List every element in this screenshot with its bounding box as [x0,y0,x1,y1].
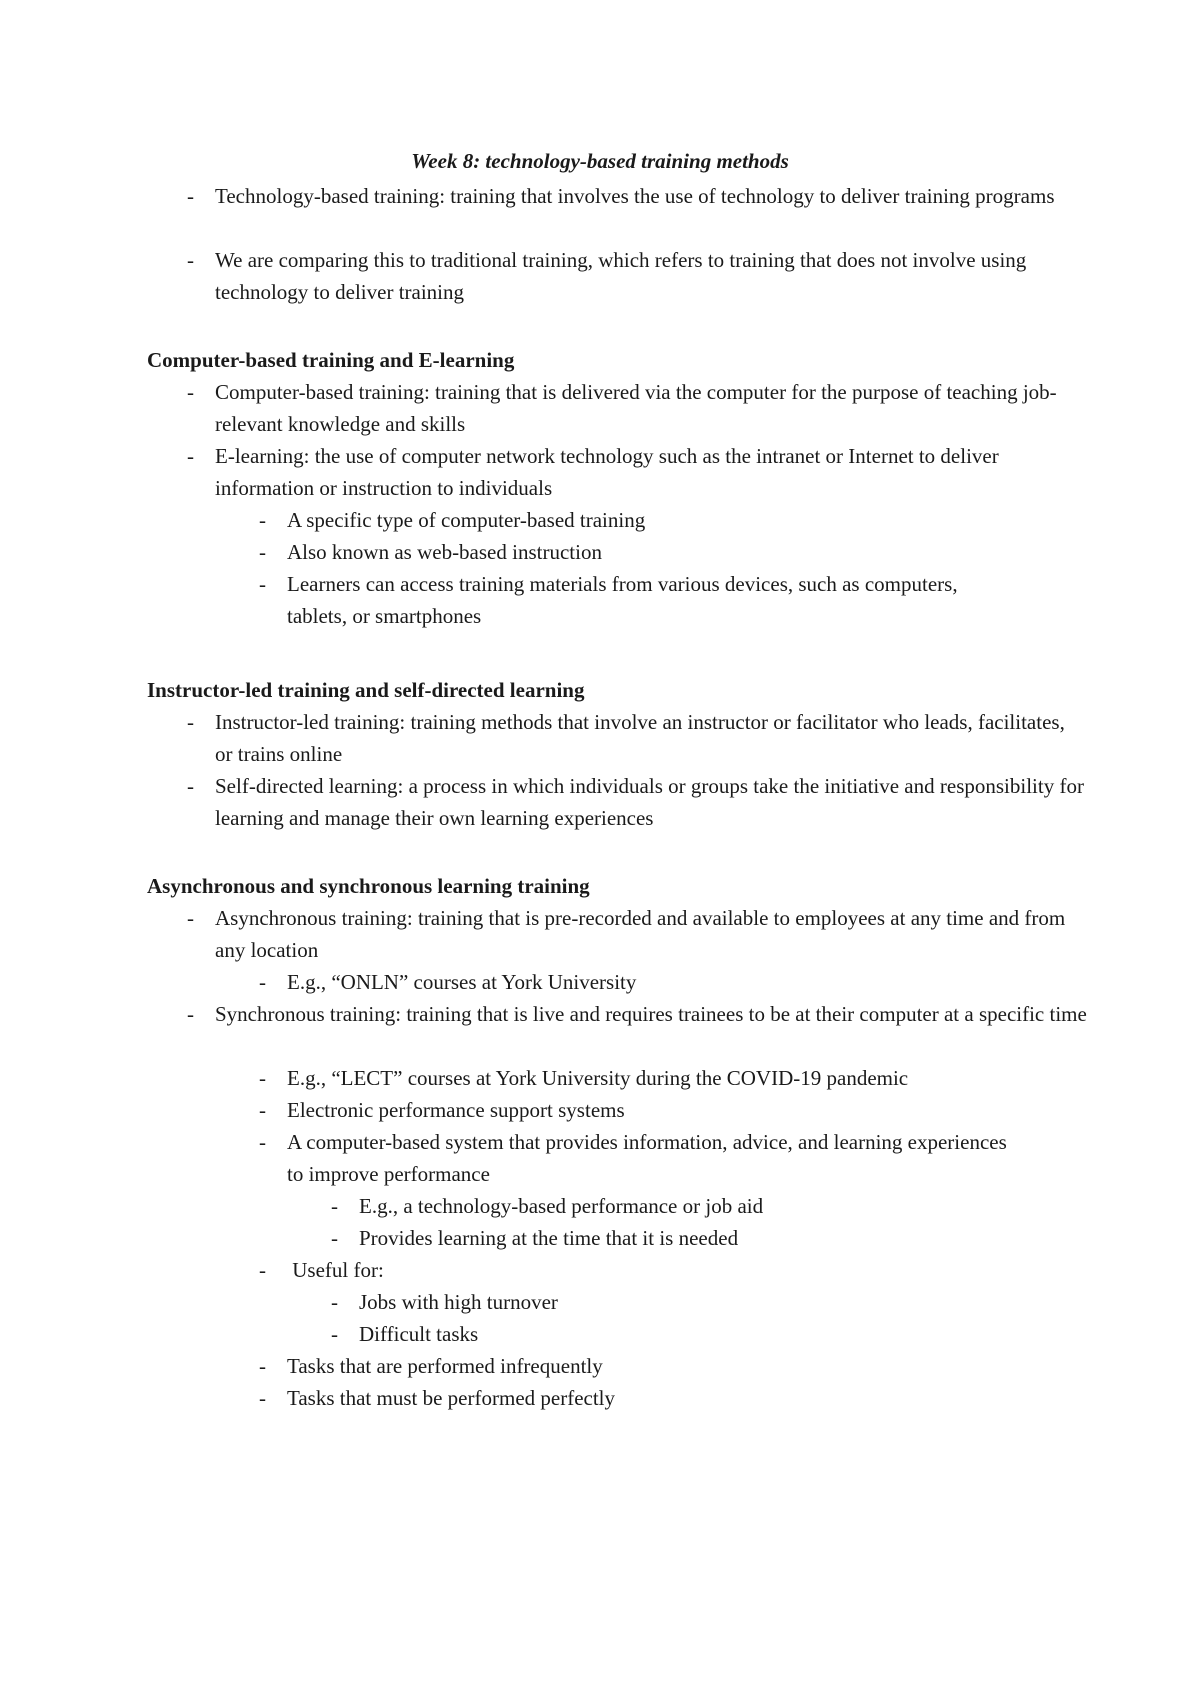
bullet-dash: - [187,774,194,798]
list-item [259,966,1019,998]
bullet-dash: - [259,1258,266,1282]
list-item-text: E-learning: the use of computer network technology such as the intranet or Internet to deliver information or instruction to individuals [215,444,999,500]
list-item-text: Useful for: [287,1258,384,1282]
list-item [259,568,1019,632]
section-heading: Computer-based training and E-learning [147,348,515,372]
list-item-text: A specific type of computer-based training [287,508,646,532]
list-item [259,536,1019,568]
list-item-text: Electronic performance support systems [287,1098,625,1122]
list-item [187,770,1087,834]
bullet-dash: - [187,380,194,404]
list-item-text: Technology-based training: training that involves the use of technology to deliver training programs [215,184,1055,208]
list-item [187,244,1087,308]
list-item-text: Learners can access training materials from various devices, such as computers, tablets, or smartphones [287,572,958,628]
list-item-text: E.g., a technology-based performance or job aid [359,1194,764,1218]
list-item-text: Instructor-led training: training methods that involve an instructor or facilitator who leads, facilitates, or trains online [215,710,1065,766]
bullet-dash: - [259,1066,266,1090]
list-item-text: Computer-based training: training that is delivered via the computer for the purpose of teaching job-relevant knowledge and skills [215,380,1057,436]
bullet-dash: - [331,1194,338,1218]
section-heading: Asynchronous and synchronous learning training [147,874,590,898]
list-item-text: Tasks that are performed infrequently [287,1354,603,1378]
list-item-text: E.g., “LECT” courses at York University during the COVID-19 pandemic [287,1066,909,1090]
bullet-dash: - [259,1354,266,1378]
list-item-text: A computer-based system that provides information, advice, and learning experiences to improve performance [287,1130,1007,1186]
bullet-dash: - [259,508,266,532]
list-item-text: Self-directed learning: a process in which individuals or groups take the initiative and responsibility for learning and manage their own learning experiences [215,774,1084,830]
list-item [331,1222,1031,1254]
list-item [331,1190,1031,1222]
bullet-dash: - [187,710,194,734]
section-heading: Instructor-led training and self-directed learning [147,678,585,702]
bullet-dash: - [259,540,266,564]
list-item [187,998,1087,1030]
bullet-dash: - [259,1130,266,1154]
bullet-dash: - [187,1002,194,1026]
list-item-text: Also known as web-based instruction [287,540,602,564]
list-item-text: Provides learning at the time that it is needed [359,1226,739,1250]
bullet-dash: - [187,906,194,930]
list-item [187,902,1087,966]
list-item-text: We are comparing this to traditional training, which refers to training that does not involve using technology to deliver training [215,248,1027,304]
list-item [259,1350,1019,1382]
list-item [259,1382,1019,1414]
list-item-text: Difficult tasks [359,1322,479,1346]
list-item [259,1062,1019,1094]
bullet-dash: - [331,1290,338,1314]
bullet-dash: - [187,184,194,208]
list-item [259,504,1019,536]
document-title: Week 8: technology-based training methods [411,149,789,173]
list-item [187,706,1087,770]
list-item [187,180,1087,212]
list-item [331,1286,1031,1318]
list-item [187,376,1087,440]
list-item-text: Tasks that must be performed perfectly [287,1386,616,1410]
list-item [187,440,1087,504]
list-item [259,1254,1019,1286]
bullet-dash: - [259,970,266,994]
bullet-dash: - [331,1322,338,1346]
bullet-dash: - [187,248,194,272]
list-item [259,1126,1019,1190]
bullet-dash: - [259,1098,266,1122]
list-item-text: Synchronous training: training that is live and requires trainees to be at their computer at a specific time [215,1002,1087,1026]
bullet-dash: - [259,1386,266,1410]
list-item-text: Jobs with high turnover [359,1290,558,1314]
bullet-dash: - [259,572,266,596]
bullet-dash: - [331,1226,338,1250]
list-item-text: E.g., “ONLN” courses at York University [287,970,637,994]
list-item [331,1318,1031,1350]
bullet-dash: - [187,444,194,468]
list-item-text: Asynchronous training: training that is pre-recorded and available to employees at any time and from any location [215,906,1066,962]
list-item [259,1094,1019,1126]
